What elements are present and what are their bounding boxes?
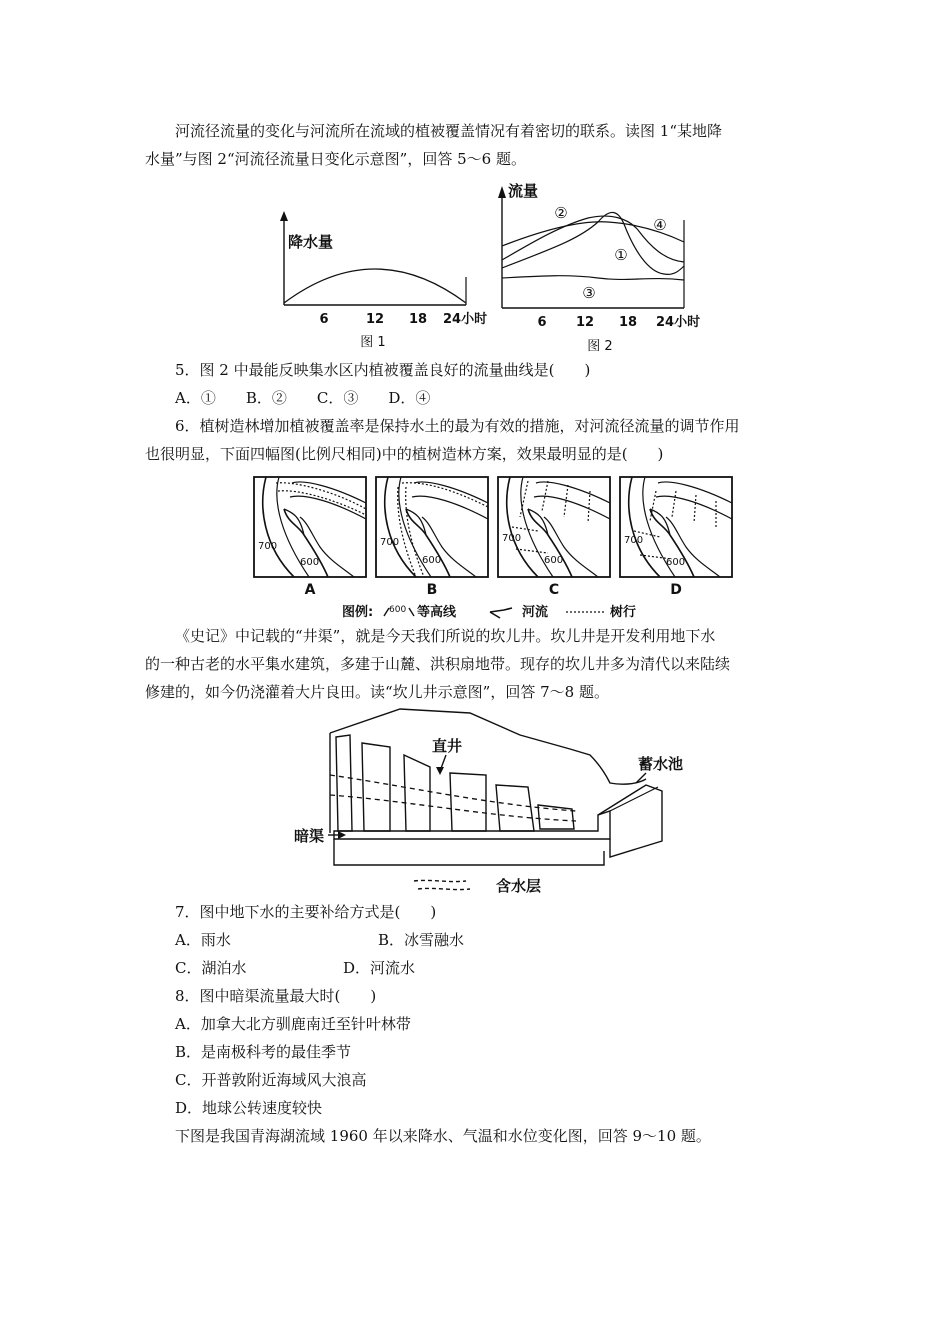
- figure-1-rainfall: [270, 205, 488, 355]
- legend-title: 图例:: [342, 605, 374, 620]
- fig2-tick: 18: [618, 315, 638, 330]
- q7-option-a: A．雨水: [175, 931, 231, 949]
- contour-600-label: 600: [544, 555, 564, 566]
- q8-option-a: A．加拿大北方驯鹿南迁至针叶林带: [175, 1015, 411, 1033]
- fig1-tick: 6: [319, 312, 329, 327]
- map-label-a: A: [304, 582, 316, 598]
- karez-diagram: [290, 705, 710, 900]
- fig2-tick: 12: [575, 315, 595, 330]
- q6-line1: 6．植树造林增加植被覆盖率是保持水土的最为有效的措施，对河流径流量的调节作用: [175, 417, 740, 435]
- intro1-line2: 水量”与图 2“河流径流量日变化示意图”，回答 5～6 题。: [145, 150, 526, 168]
- q8-stem: 8．图中暗渠流量最大时( ): [175, 987, 377, 1005]
- label-underground-canal: 暗渠: [294, 827, 325, 845]
- fig1-tick: 18: [408, 312, 428, 327]
- q8-option-d: D．地球公转速度较快: [175, 1099, 323, 1117]
- curve-label-2: ②: [554, 204, 568, 222]
- q7-option-d: D．河流水: [343, 959, 416, 977]
- curve-label-1: ①: [614, 246, 628, 264]
- contour-700-label: 700: [258, 541, 278, 552]
- fig1-ylabel: 降水量: [288, 233, 334, 251]
- map-a: [254, 477, 366, 577]
- curve-label-3: ③: [582, 284, 596, 302]
- intro2-line3: 修建的，如今仍浇灌着大片良田。读“坎儿井示意图”，回答 7～8 题。: [145, 683, 609, 701]
- intro3: 下图是我国青海湖流域 1960 年以来降水、气温和水位变化图，回答 9～10 题。: [175, 1127, 711, 1145]
- fig2-caption: 图 2: [587, 339, 613, 354]
- figure-2-streamflow: [488, 180, 718, 355]
- fig2-tick: 24小时: [656, 315, 701, 330]
- fig1-tick: 12: [365, 312, 385, 327]
- q8-option-b: B．是南极科考的最佳季节: [175, 1043, 352, 1061]
- label-reservoir: 蓄水池: [638, 755, 684, 773]
- fig1-caption: 图 1: [360, 335, 386, 350]
- contour-600-label: 600: [666, 557, 686, 568]
- map-label-d: D: [670, 582, 682, 598]
- afforestation-maps: [248, 472, 738, 622]
- q5-stem: 5．图 2 中最能反映集水区内植被覆盖良好的流量曲线是( ): [175, 361, 591, 379]
- q5-options: A．① B．② C．③ D．④: [175, 389, 431, 407]
- map-c: [498, 477, 610, 577]
- legend-trees: 树行: [610, 605, 637, 620]
- map-d: [620, 477, 732, 577]
- label-aquifer: 含水层: [496, 877, 542, 895]
- q7-stem: 7．图中地下水的主要补给方式是( ): [175, 903, 437, 921]
- legend-contour: 等高线: [417, 605, 457, 620]
- fig2-tick: 6: [537, 315, 547, 330]
- legend-river: 河流: [522, 605, 549, 620]
- q8-option-c: C．开普敦附近海域风大浪高: [175, 1071, 367, 1089]
- contour-700-label: 700: [380, 537, 400, 548]
- fig2-ylabel: 流量: [508, 182, 539, 200]
- contour-700-label: 700: [502, 533, 522, 544]
- contour-700-label: 700: [624, 535, 644, 546]
- intro1-line1: 河流径流量的变化与河流所在流域的植被覆盖情况有着密切的联系。读图 1“某地降: [175, 122, 722, 140]
- q6-line2: 也很明显，下面四幅图(比例尺相同)中的植树造林方案，效果最明显的是( ): [145, 445, 664, 463]
- contour-600-label: 600: [300, 557, 320, 568]
- contour-600-label: 600: [422, 555, 442, 566]
- map-label-c: C: [548, 582, 560, 598]
- q7-option-b: B．冰雪融水: [378, 931, 465, 949]
- legend-contour-value: 600: [389, 605, 407, 615]
- q7-option-c: C．湖泊水: [175, 959, 247, 977]
- intro2-line2: 的一种古老的水平集水建筑，多建于山麓、洪积扇地带。现存的坎儿井多为清代以来陆续: [145, 655, 731, 673]
- fig1-tick: 24小时: [443, 312, 488, 327]
- curve-label-4: ④: [653, 216, 667, 234]
- map-b: [376, 477, 488, 577]
- intro2-line1: 《史记》中记载的“井渠”，就是今天我们所说的坎儿井。坎儿井是开发利用地下水: [175, 627, 716, 645]
- map-label-b: B: [426, 582, 438, 598]
- label-vertical-well: 直井: [432, 737, 463, 755]
